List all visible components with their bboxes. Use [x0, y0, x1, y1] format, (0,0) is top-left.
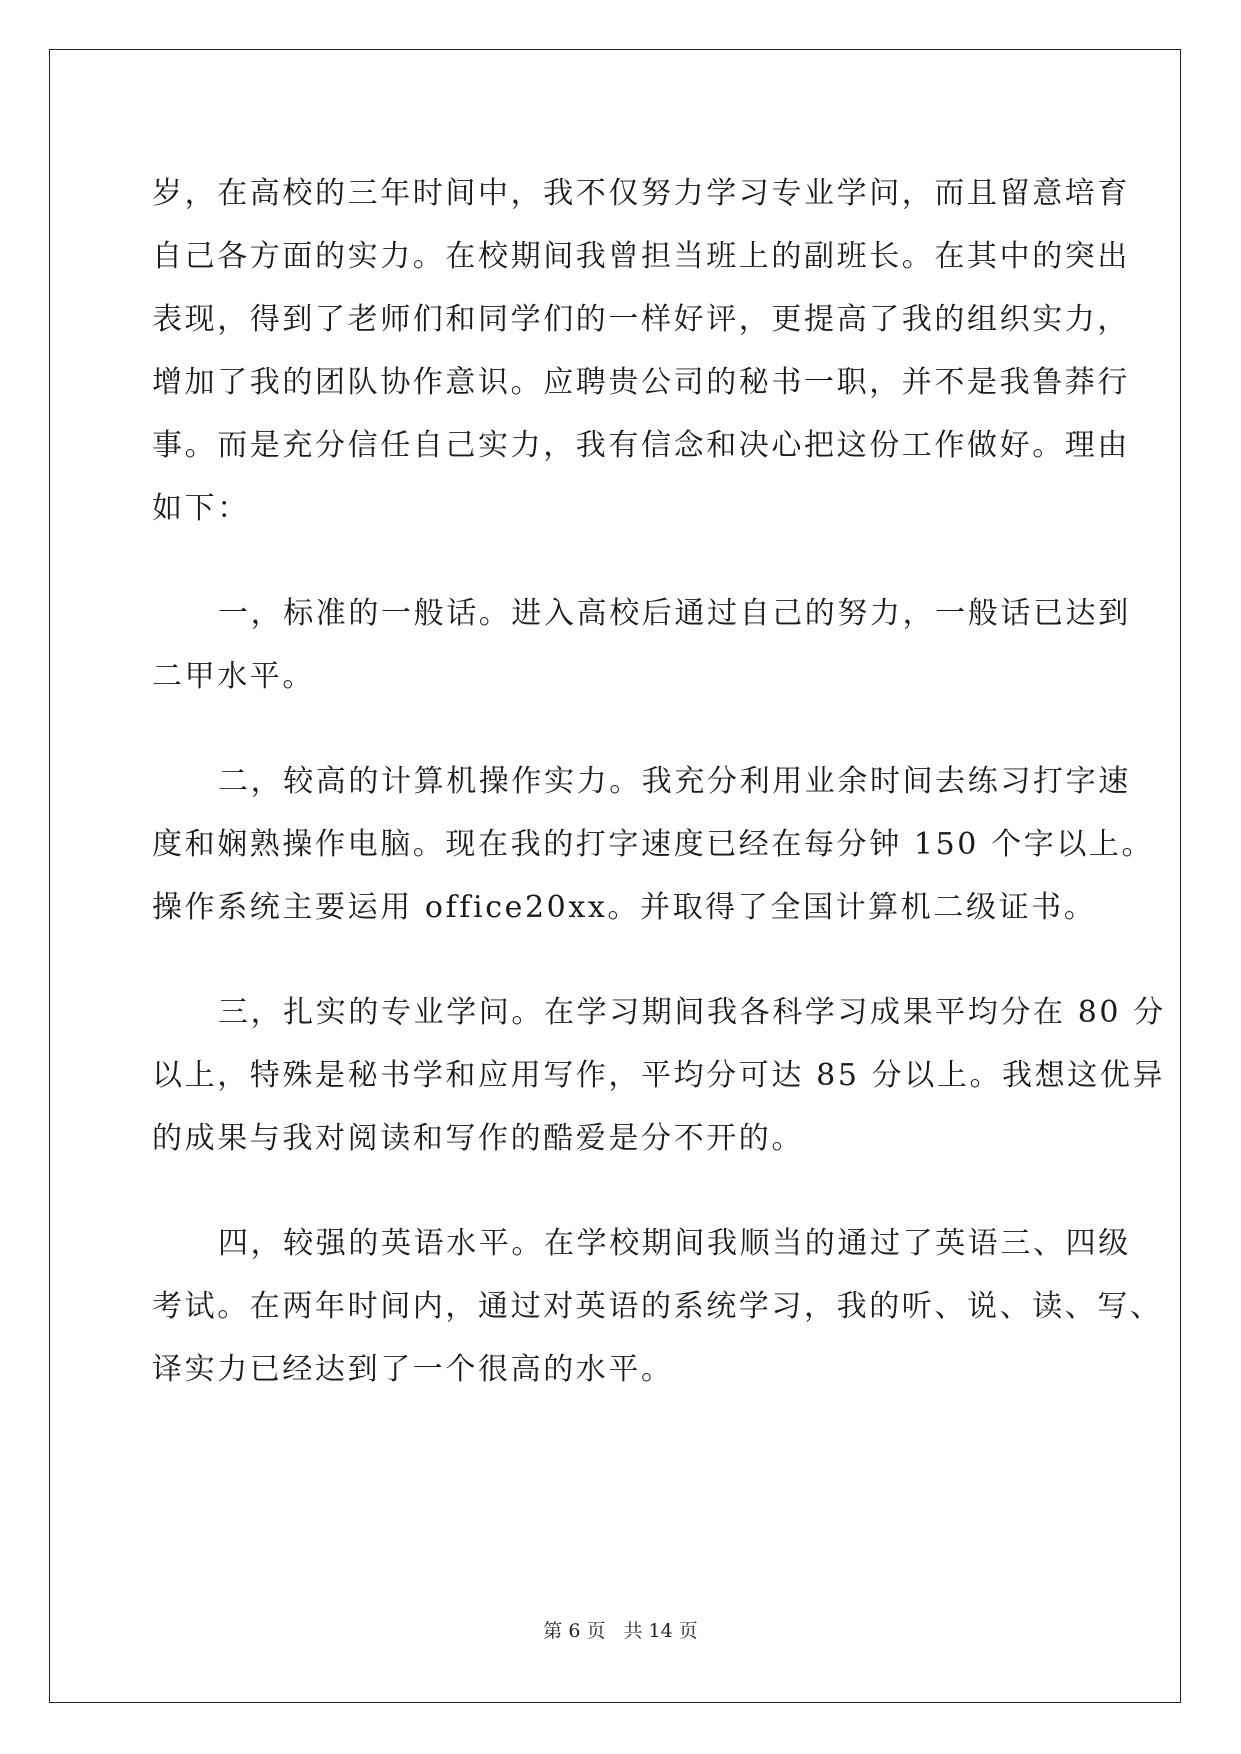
text-line: 三，扎实的专业学问。在学习期间我各科学习成果平均分在 80 分 — [218, 995, 1166, 1030]
text-line: 事。而是充分信任自己实力，我有信念和决心把这份工作做好。理由 — [152, 428, 1130, 463]
paragraph — [152, 981, 1166, 1170]
document-body — [152, 162, 1166, 1401]
text-line: 如下： — [152, 491, 250, 526]
text-line: 二，较高的计算机操作实力。我充分利用业余时间去练习打字速 — [218, 764, 1131, 799]
text-line: 岁，在高校的三年时间中，我不仅努力学习专业学问，而且留意培育 — [152, 176, 1130, 211]
page-total: 共 14 页 — [623, 1620, 698, 1642]
text-line: 的成果与我对阅读和写作的酷爱是分不开的。 — [152, 1121, 804, 1156]
text-line: 以上，特殊是秘书学和应用写作，平均分可达 85 分以上。我想这优异 — [152, 1058, 1166, 1093]
text-line: 度和娴熟操作电脑。现在我的打字速度已经在每分钟 150 个字以上。 — [152, 827, 1155, 862]
text-line: 考试。在两年时间内，通过对英语的系统学习，我的听、说、读、写、 — [152, 1289, 1163, 1324]
text-line: 二甲水平。 — [152, 659, 315, 694]
text-line: 表现，得到了老师们和同学们的一样好评，更提高了我的组织实力， — [152, 302, 1130, 337]
text-line: 四，较强的英语水平。在学校期间我顺当的通过了英语三、四级 — [218, 1226, 1131, 1261]
page-footer — [0, 1616, 1241, 1643]
text-line: 增加了我的团队协作意识。应聘贵公司的秘书一职，并不是我鲁莽行 — [152, 365, 1130, 400]
paragraph — [152, 162, 1130, 540]
text-line: 自己各方面的实力。在校期间我曾担当班上的副班长。在其中的突出 — [152, 239, 1130, 274]
page-number: 第 6 页 — [543, 1620, 606, 1642]
text-line: 译实力已经达到了一个很高的水平。 — [152, 1352, 674, 1387]
paragraph — [152, 750, 1155, 939]
paragraph — [152, 582, 1131, 708]
paragraph — [152, 1212, 1163, 1401]
text-line: 操作系统主要运用 office20xx。并取得了全国计算机二级证书。 — [152, 890, 1097, 925]
text-line: 一，标准的一般话。进入高校后通过自己的努力，一般话已达到 — [218, 596, 1131, 631]
